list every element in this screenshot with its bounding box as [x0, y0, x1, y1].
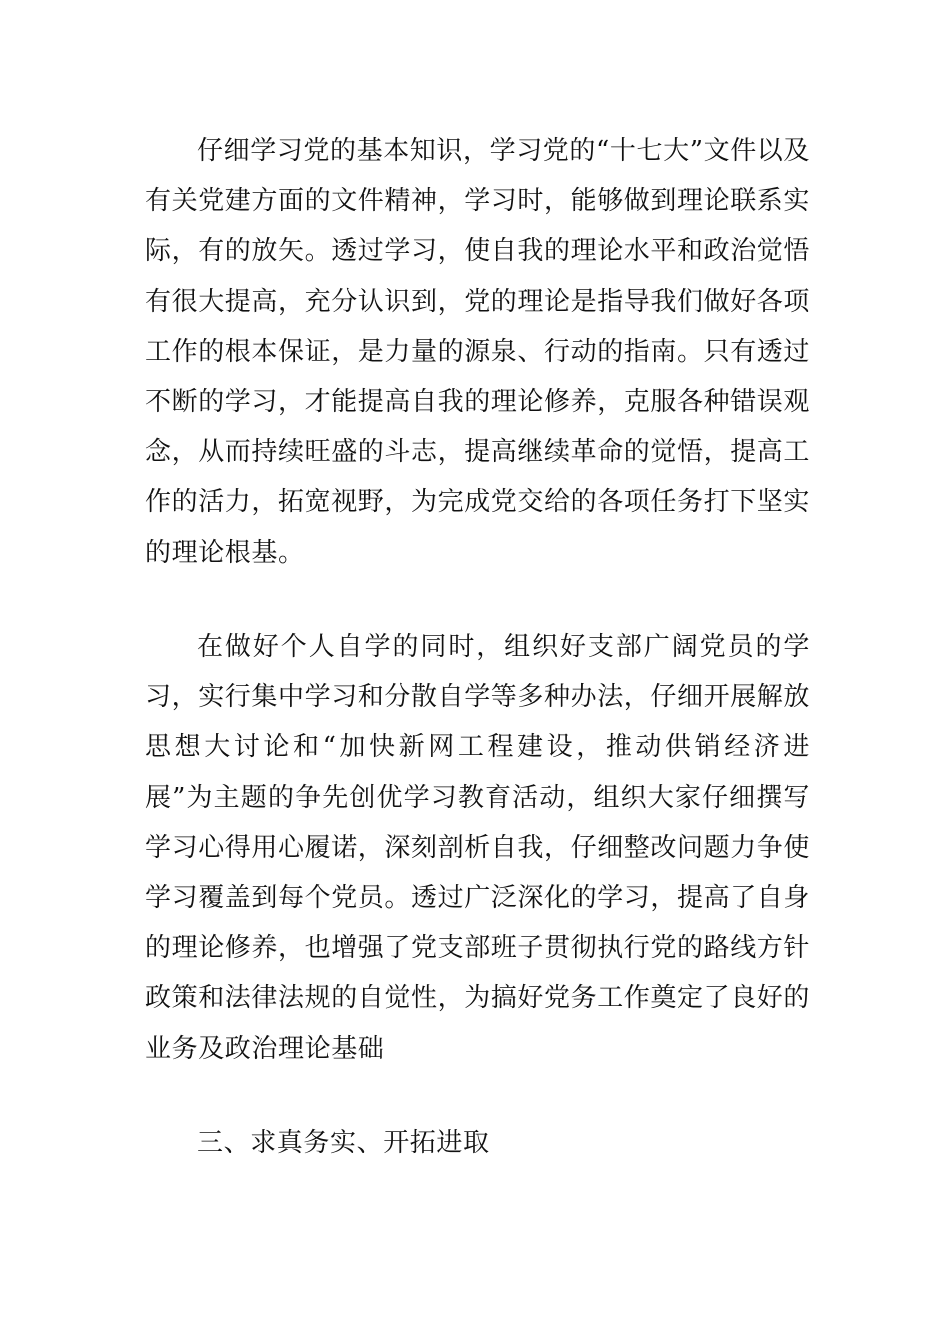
body-paragraph-1: 仔细学习党的基本知识，学习党的“十七大”文件以及有关党建方面的文件精神，学习时，能够做到理论联系实际，有的放矢。透过学习，使自我的理论水平和政治觉悟有很大提高，充分认识到，党的理论是指导我们做好各项工作的根本保证，是力量的源泉、行动的指南。只有透过不断的学习，才能提高自我的理论修养，克服各种错误观念，从而持续旺盛的斗志，提高继续革命的觉悟，提高工作的活力，拓宽视野，为完成党交给的各项任务打下坚实的理论根基。: [145, 136, 811, 568]
body-paragraph-2: 在做好个人自学的同时，组织好支部广阔党员的学习，实行集中学习和分散自学等多种办法，仔细开展解放思想大讨论和“加快新网工程建设，推动供销经济进展”为主题的争先创优学习教育活动，组织大家仔细撰写学习心得用心履诺，深刻剖析自我，仔细整改问题力争使学习覆盖到每个党员。透过广泛深化的学习，提高了自身的理论修养，也增强了党支部班子贯彻执行党的路线方针政策和法律法规的自觉性，为搞好党务工作奠定了良好的业务及政治理论基础: [145, 632, 811, 1064]
section-heading: 三、求真务实、开拓进取: [197, 1128, 490, 1158]
